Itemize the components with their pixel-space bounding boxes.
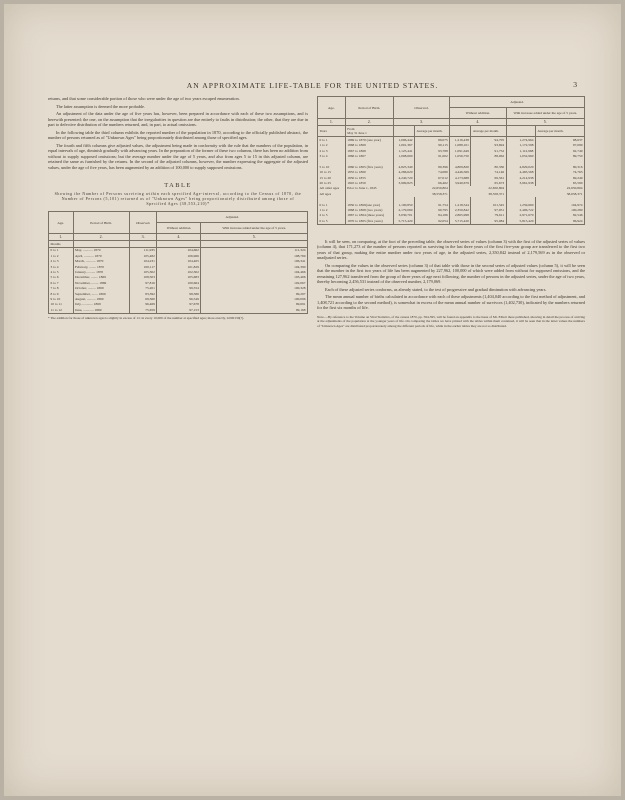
left-column (48, 96, 308, 320)
table-cell: 1,112,968 (506, 148, 535, 153)
note: Note.—By reference to the Volume on Vital Statistics, of the census 1870, pp. 594-595, will be found an appendix to the Issue of Mr. Elliott there published, showing in detail the process of arriving at the adjustments of the population at the younger years of life. On comparing the tables we have printed with the tables within them contained, it will be seen that in the latter values the numbers of "Unknown Ages" are distributed proportionately among the different periods of life, while in the earlier tables they are not so distributed. (317, 314, 585, 328)
table-cell: 1,088,101 (450, 143, 471, 148)
table-cell: 5 to 6 (49, 275, 74, 280)
table-cell: 69,560 (129, 296, 157, 301)
table-cell: 5,815,420 (506, 218, 535, 224)
table-cell: 100,096 (201, 296, 308, 301)
column-number: 2. (345, 119, 393, 126)
table-cell: 104,231 (129, 259, 157, 264)
table-cell: 0 to 1 (318, 137, 346, 143)
sub-label-average: Average per month. (535, 126, 584, 137)
table-cell: 83,392 (129, 291, 157, 296)
table-cell: 99,168 (201, 307, 308, 313)
table-cell: 1 to 2 (318, 143, 346, 148)
table-cell: 1850 to 1869(one year) (345, 202, 393, 207)
table-cell: 3 to 4 (318, 153, 346, 158)
table-cell: 66,462 (414, 180, 449, 185)
table-cell: 1845 to 1850 (345, 180, 393, 185)
table-cell: 4,214,938 (506, 175, 535, 180)
table-cell: 89,750 (535, 153, 584, 158)
col-header-period: Period of Birth. (73, 212, 129, 234)
table-cell: 4,446,569 (450, 170, 471, 175)
table-cell: All ages (318, 191, 346, 196)
table-cell: 38,558,371 (393, 191, 449, 196)
paragraph: In the following table the third column exhibits the reported number of the population in 1870, according to the officially published abstract, the number of persons returned as of "Unknown Ages" being proportionately distributed among those of specified ages. (48, 129, 308, 140)
sub-label-average: Average per month. (471, 126, 506, 137)
table-cell: April, ........... 1870 (73, 253, 129, 258)
table-cell: 103,406 (201, 275, 308, 280)
table-cell: 97,816 (129, 280, 157, 285)
table-cell: 1,259,660 (506, 202, 535, 207)
col-header-age: Age. (318, 97, 346, 119)
table-cell: October, ......... 1869 (73, 286, 129, 291)
table-cell: All older ages (318, 186, 346, 191)
table-cell: 1855 to 1860 (345, 170, 393, 175)
table-cell: January, ......... 1870 (73, 269, 129, 274)
table-cell: 1867 to 1868 (345, 148, 393, 153)
table-cell: 22,650,804 (393, 186, 449, 191)
table-cell: 101,545 (471, 202, 506, 207)
column-number: 2. (73, 234, 129, 241)
table-cell: 74,146 (471, 170, 506, 175)
subheading-months: Months (49, 241, 74, 247)
table-cell: 91,754 (414, 202, 449, 207)
column-number: 5. (201, 234, 308, 241)
column-number: 4. (450, 119, 506, 126)
col-header-adjusted: Adjusted. (450, 97, 585, 108)
table-cell: 96,924 (535, 218, 584, 224)
table-cell: 2,865,998 (450, 213, 471, 218)
table-cell: 3,940,679 (450, 180, 471, 185)
table-cell: 98,586 (157, 291, 201, 296)
table-cell: 104,405 (157, 259, 201, 264)
table-cell: 91,002 (414, 153, 449, 158)
table-cell: June, ............ 1869 (73, 307, 129, 313)
table-cell: March, ........... 1870 (73, 259, 129, 264)
table-cell: 106,966 (157, 253, 201, 258)
table-cell: 4,809,820 (450, 164, 471, 169)
table-cell: 1 to 2 (318, 208, 346, 213)
table-cell: 93,694 (471, 143, 506, 148)
table-cell: 94,705 (471, 137, 506, 143)
table-cell: 2,406,722 (506, 208, 535, 213)
table-cell: 79,611 (471, 213, 506, 218)
table-cell: 104,662 (157, 247, 201, 253)
monthly-table (48, 211, 308, 314)
col-header-observed: Observed. (129, 212, 157, 234)
table-cell: 5 to 10 (318, 164, 346, 169)
sub-label-range: May 31 June 1 (347, 131, 367, 136)
table-cell: 2,179,069 (393, 208, 414, 213)
paragraph: The latter assumption is deemed the more probable. (56, 103, 146, 109)
table-cell: 104,974 (535, 202, 584, 207)
table-cell: 4,465,568 (506, 170, 535, 175)
table-cell: 108,503 (129, 275, 157, 280)
table-cell: September, ....... 1869 (73, 291, 129, 296)
table-cell: 1866 to 1867 (345, 153, 393, 158)
table-cell: 0 to 1 (318, 202, 346, 207)
table-cell: 102,302 (157, 269, 201, 274)
table-cell: 1868 to 1868 (two years) (345, 208, 393, 213)
table-cell: 97,099 (535, 143, 584, 148)
table-cell: 96,549 (157, 296, 201, 301)
column-number: 5. (506, 119, 584, 126)
sub-label-years: Years (318, 126, 346, 137)
table-cell: 1,096,442 (393, 137, 414, 143)
table-cell: 4,286,620 (393, 170, 414, 175)
table-cell: 1860 to 1865 (five years) (345, 164, 393, 169)
table-cell: 1869 to 1870 (one year) (345, 137, 393, 143)
sub-label-average: Average per month. (414, 126, 449, 137)
table-cell: 4,240,720 (393, 175, 414, 180)
table-cell: 5,715,420 (450, 218, 471, 224)
table-cell: 74,080 (414, 170, 449, 175)
table-cell: May, ........... 1870 (73, 247, 129, 253)
table-cell: 3,999,823 (393, 180, 414, 185)
table-cell: 22,650,804 (450, 186, 506, 191)
table-cell: 1868 to 1869 (345, 143, 393, 148)
table-cell: 2 to 5 (318, 213, 346, 218)
table-cell: 111,324 (201, 247, 308, 253)
table-cell: 0 to 5 (318, 218, 346, 224)
col-header-without: Without addition. (157, 223, 201, 234)
col-header-age: Age. (49, 212, 74, 234)
table-cell: 1,172,598 (506, 143, 535, 148)
column-number: 4. (157, 234, 201, 241)
table-cell: 4,173,688 (450, 175, 471, 180)
table-cell: 8 to 9 (49, 291, 74, 296)
table-cell: 104,466 (201, 269, 308, 274)
paragraph: Each of these adjusted series conforms, as already stated, to the test of progressive and gradual diminution with advancing years. (325, 286, 547, 292)
summary-table (317, 96, 585, 225)
column-number: 1. (318, 119, 346, 126)
table-cell: 80,396 (414, 164, 449, 169)
table-cell: 111,935 (129, 247, 157, 253)
table-cell: 96,469 (129, 302, 157, 307)
table-cell: 92,054 (414, 218, 449, 224)
table-cell: 4,825,340 (393, 164, 414, 169)
table-cell: July, ............ 1869 (73, 302, 129, 307)
sub-label-from: From (347, 126, 355, 131)
table-cell: 1 to 2 (49, 253, 74, 258)
table-cell: 99,691 (201, 302, 308, 307)
table-cell: 1,091,649 (450, 148, 471, 153)
paragraph: returns, and that some considerable portion of those who were under the age of two years escaped enumeration. (48, 96, 240, 101)
table-cell: 105,482 (129, 253, 157, 258)
table-footnote: * The addition for those of unknown ages is slightly in excess of 1/1 in every 10,000 of the number at specified ages; more exactly, 0.000130(?). (48, 315, 245, 320)
table-cell: 98,637 (535, 137, 584, 143)
page-number: 3 (573, 80, 577, 89)
col-header-adjusted: Adjusted. (157, 212, 308, 223)
table-cell: 92,749 (535, 148, 584, 153)
table-cell: 5,715,420 (393, 218, 414, 224)
table-cell: 22,650,804 (506, 186, 584, 191)
table-cell: 80,316 (535, 164, 584, 169)
table-cell: February, ........ 1870 (73, 264, 129, 269)
table-cell: 69,249 (535, 175, 584, 180)
table-cell: 97,153 (157, 307, 201, 313)
table-cell: 6 to 7 (49, 280, 74, 285)
table-cell: 69,561 (471, 175, 506, 180)
table-cell: 105,683 (157, 275, 201, 280)
table-cell: 1,052,960 (506, 153, 535, 158)
table-cell: 104,390 (201, 264, 308, 269)
table-cell: 10 to 11 (49, 302, 74, 307)
table-cell: 1,274,964 (506, 137, 535, 143)
table-cell: 1850 to 1855 (345, 175, 393, 180)
table-row (49, 307, 308, 313)
table-cell: 1,125,441 (393, 148, 414, 153)
table-cell: 95,084 (471, 218, 506, 224)
table-cell: 80,330 (471, 164, 506, 169)
table-cell: 100,328 (201, 286, 308, 291)
table-cell: 1,100,850 (393, 202, 414, 207)
col-header-observed: Observed. (393, 97, 449, 119)
table-cell: 4 to 5 (49, 269, 74, 274)
table-cell: 20 to 25 (318, 180, 346, 185)
running-head: AN APPROXIMATE LIFE-TABLE FOR THE UNITED STATES. (186, 81, 439, 90)
table-cell: 90,795 (414, 208, 449, 213)
table-cell: 99,554 (157, 286, 201, 291)
col-header-with: With increase added under the age of 5 years. (506, 108, 584, 119)
table-cell: 88,062 (471, 153, 506, 158)
table-cell: 4,829,020 (506, 164, 535, 169)
paragraph: It will be seen, on comparing, at the foot of the preceding table, the observed series of values (column 3) with the first of the adjusted series of values (column 4), that 171,273 of the number of persons reported as surviving in the last three years of the first five-year group are transferred to the first two years of that group, making the entire number under two years of age, in the adjusted series, 2,350,842 instead of 2,179,569 as in the observed or unadjusted series. (317, 238, 585, 261)
table-cell: 2,350,842 (450, 208, 471, 213)
table-cell: 1870 to 1865 (five years) (345, 218, 393, 224)
table-cell: 7 to 8 (49, 286, 74, 291)
table-cell: 89,075 (414, 137, 449, 143)
table-cell: 11 to 12 (49, 307, 74, 313)
paragraph: An adjustment of the data under the age of five years has, however, been prepared in accordance with each of these two assumptions, and is herewith presented; the one, on the assumption that the irregularities in question are due entirely to faults in distribution; the other, that they are due in part to defective distribution of the numbers returned, and, in part, to actual omissions. (48, 111, 308, 127)
col-header-with: With increase added under the age of 5 years. (201, 223, 308, 234)
table-cell: 84,186 (414, 213, 449, 218)
table-cell: 82,546 (535, 213, 584, 218)
table-cell: 108,769 (201, 253, 308, 258)
table-cell: 38,558,371 (450, 191, 506, 196)
table-cell: 65,590 (535, 180, 584, 185)
table-cell: 101,829 (157, 264, 201, 269)
table-cell: 74,763 (535, 170, 584, 175)
table-cell: 1,001,367 (393, 143, 414, 148)
table-cell: August, .......... 1869 (73, 296, 129, 301)
column-number: 3. (129, 234, 157, 241)
table-cell: 1,216,438 (450, 137, 471, 143)
col-header-period: Period of Birth. (345, 97, 393, 119)
table-cell: 0 to 1 (49, 247, 74, 253)
table-cell: 3 to 4 (49, 264, 74, 269)
table-cell: 15 to 20 (318, 175, 346, 180)
table-cell: 1,008,600 (393, 153, 414, 158)
table-cell: 90,115 (414, 143, 449, 148)
table-cell: 99,297 (201, 291, 308, 296)
table-cell: 100,117 (129, 264, 157, 269)
table-cell: 3,961,938 (506, 180, 535, 185)
table-cell: 93,788 (414, 148, 449, 153)
table-cell: December, ........ 1869 (73, 275, 129, 280)
right-column (317, 96, 585, 328)
table-cell: 105,302 (129, 269, 157, 274)
table-cell: 100,664 (157, 280, 201, 285)
table-cell: 75,201 (129, 286, 157, 291)
table-cell: 1867 to 1864 (three years) (345, 213, 393, 218)
table-cell: 9 to 10 (49, 296, 74, 301)
column-number: 3. (393, 119, 449, 126)
table-cell: 97,951 (471, 208, 506, 213)
document-page (4, 4, 621, 796)
paragraph: The fourth and fifth columns give adjusted values, the adjustment being made in conformity with the rule that the numbers of the population, in equal intervals of age, diminish gradually with advancing years. In the preparation of the former of these two columns, there has been no addition from without to supply supposed omissions; but the average number under the age of 5 years, and also from ages 5 to 15 in this adjusted column, are retained the same as furnished by the returns. In the second of the adjusted columns, however, the number expressing the aggregate of the adjusted values, under the age of five years, has been augmented by an addition of 100,000 to supply supposed omissions. (48, 142, 308, 170)
table-cell: 102,067 (201, 280, 308, 285)
table-cell: 91,752 (471, 148, 506, 153)
table-caption: Showing the Number of Persons surviving within each specified Age-interval, according to the Census of 1870, the Number of Persons (5,101) returned as of "Unknown Ages" being proportionately distributed among those of Specified Ages (38,553,210)* (54, 192, 302, 206)
table-cell: 100,280 (535, 208, 584, 213)
table-cell: 67,012 (414, 175, 449, 180)
table-cell: 97,678 (157, 302, 201, 307)
table-cell: 65,673 (471, 180, 506, 185)
table-cell: 10 to 15 (318, 170, 346, 175)
table-cell: Prior to June 1, 1845 (345, 186, 393, 191)
table-cell: 1,218,544 (450, 202, 471, 207)
table-cell: 38,658,371 (506, 191, 584, 196)
table-cell: 3,030,701 (393, 213, 414, 218)
table-row (318, 218, 585, 224)
table-cell: 2 to 3 (318, 148, 346, 153)
column-number: 1. (49, 234, 74, 241)
table-cell: 2,971,670 (506, 213, 535, 218)
table-cell: 75,659 (129, 307, 157, 313)
table-cell: 2 to 3 (49, 259, 74, 264)
table-cell: November, ........ 1869 (73, 280, 129, 285)
paragraph: The mean annual number of births calculated in accordance with each of these adjustments (1,404,040 according to the first method of adjustment, and 1,408,721 according to the second method), is somewhat in excess of the mean annual number of survivors (1,402,730), indicated by the numbers returned for the first six months of life. (317, 294, 585, 311)
table-cell: 106,341 (201, 259, 308, 264)
paragraph: On comparing the values in the observed series (column 3) of that table with those in the second series of adjusted values (column 5), it will be seen that the number in the first two years of life has been augmented by 227,962, 100,000 of which were added from without for supposed omissions, and the remaining 127,962 transferred from the group of three years of age next following, the number of persons in the adjusted series, under the age of two years, thereby becoming 2,456,531 instead of the observed number, 2,179,069. (317, 262, 585, 285)
table-title: TABLE (164, 182, 192, 189)
table-cell: 1,056,750 (450, 153, 471, 158)
col-header-without: Without addition. (450, 108, 506, 119)
